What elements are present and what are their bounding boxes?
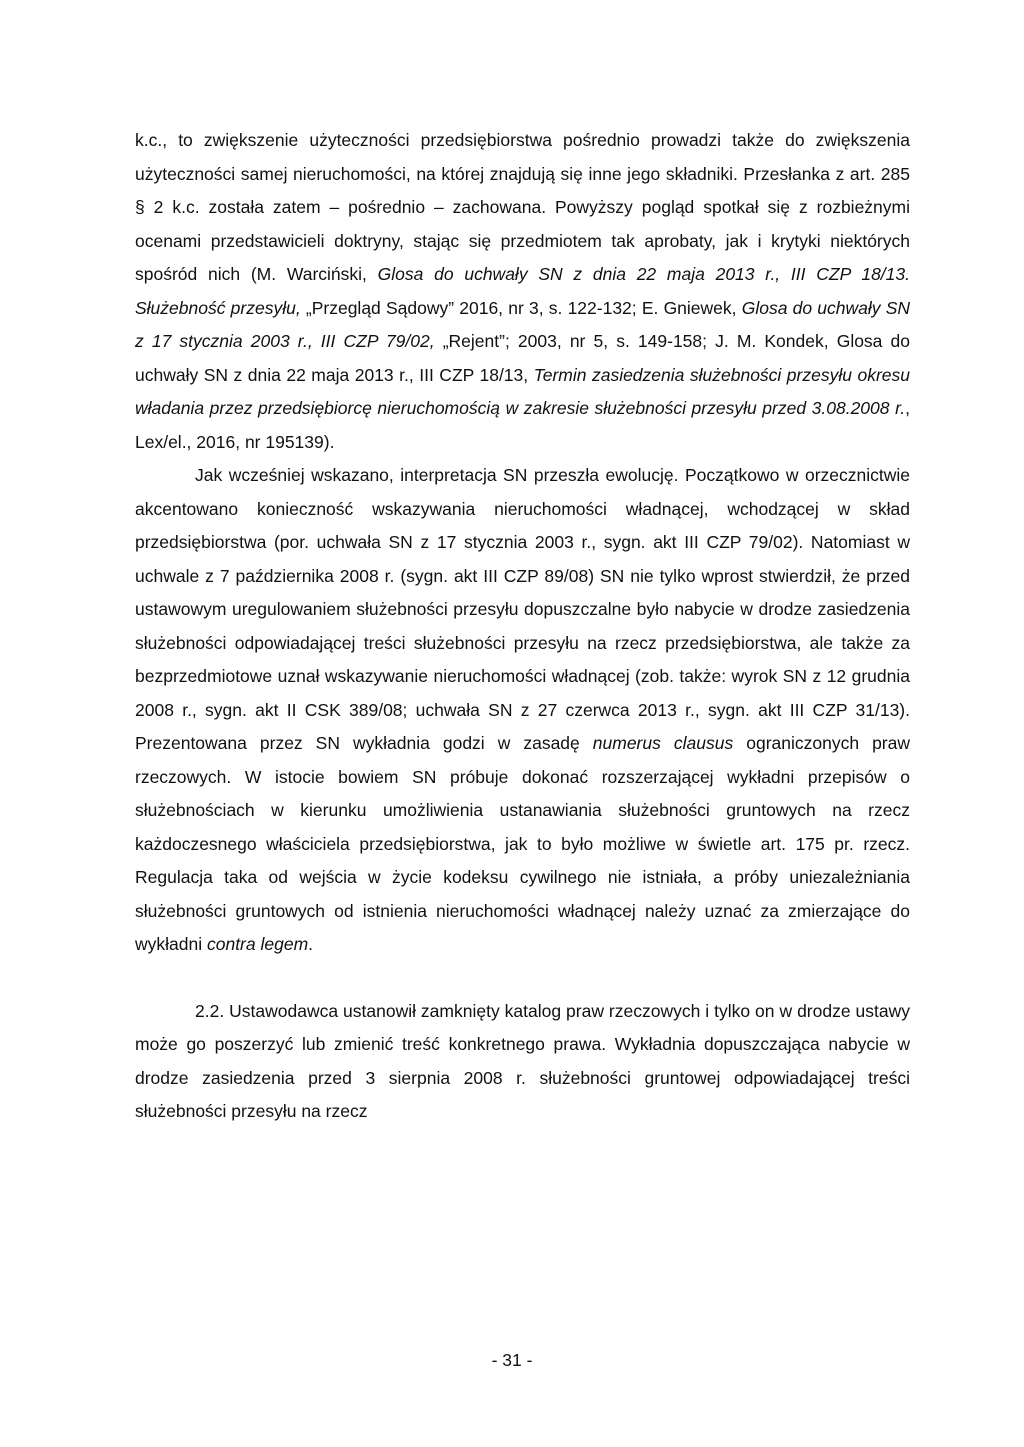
document-body <box>135 124 910 1129</box>
italic-text-run: Glosa do uchwały SN z dnia 22 maja 2013 r., III CZP 18/13. Służebność przesyłu, <box>135 264 910 318</box>
paragraph <box>135 459 910 962</box>
text-run: . <box>308 934 314 954</box>
page-number: - 31 - <box>491 1350 533 1370</box>
text-run: Jak wcześniej wskazano, interpretacja SN przeszła ewolucję. Początkowo w orzecznictwie akcentowano konieczność wskazywania nieruchomości władnącej, wchodzącej w skład przedsiębiorstwa (por. uchwała SN z 17 stycznia 2003 r., sygn. akt III CZP 79/02). Natomiast w uchwale z 7 października 2008 r. (sygn. akt III CZP 89/08) SN nie tylko wprost stwierdził, że przed ustawowym uregulowaniem służebności przesyłu dopuszczalne było nabycie w drodze zasiedzenia służebności odpowiadającej treści służebności przesyłu na rzecz przedsiębiorstwa, ale także za bezprzedmiotowe uznał wskazywanie nieruchomości władnącej (zob. także: wyrok SN z 12 grudnia 2008 r., sygn. akt II CSK 389/08; uchwała SN z 27 czerwca 2013 r., sygn. akt III CZP 31/13). Prezentowana przez SN wykładnia godzi w zasadę <box>135 465 910 753</box>
text-run: 2.2. Ustawodawca ustanowił zamknięty katalog praw rzeczowych i tylko on w drodze ustawy może go poszerzyć lub zmienić treść konkretnego prawa. Wykładnia dopuszczająca nabycie w drodze zasiedzenia przed 3 sierpnia 2008 r. służebności gruntowej odpowiadającej treści służebności przesyłu na rzecz <box>135 1000 910 1121</box>
paragraph <box>135 995 910 1129</box>
italic-text-run: Glosa do uchwały SN z 17 stycznia 2003 r., III CZP 79/02, <box>135 297 911 351</box>
italic-text-run: numerus clausus <box>592 733 734 753</box>
paragraph <box>135 124 910 459</box>
italic-text-run: Termin zasiedzenia służebności przesyłu okresu władania przez przedsiębiorcę nieruchomością w zakresie służebności przesyłu przed 3.08.2008 r. <box>135 364 910 418</box>
text-run: „Przegląd Sądowy” 2016, nr 3, s. 122-132; E. Gniewek, <box>300 297 742 318</box>
italic-text-run: contra legem <box>206 934 309 954</box>
text-run: „Rejent”; 2003, nr 5, s. 149-158; J. M. Kondek, Glosa do uchwały SN z dnia 22 maja 2013 r., III CZP 18/13, <box>135 331 910 385</box>
text-run: , Lex/el., 2016, nr 195139). <box>135 398 910 452</box>
text-run: k.c., to zwiększenie użyteczności przedsiębiorstwa pośrednio prowadzi także do zwiększenia użyteczności samej nieruchomości, na której znajdują się inne jego składniki. Przesłanka z art. 285 § 2 k.c. została zatem – pośrednio – zachowana. Powyższy pogląd spotkał się z rozbieżnymi ocenami przedstawicieli doktryny, stając się przedmiotem tak aprobaty, jak i krytyki niektórych spośród nich (M. Warciński, <box>135 130 910 284</box>
text-run: ograniczonych praw rzeczowych. W istocie bowiem SN próbuje dokonać rozszerzającej wykładni przepisów o służebnościach w kierunku umożliwienia ustanawiania służebności gruntowych na rzecz każdoczesnego właściciela przedsiębiorstwa, jak to było możliwe w świetle art. 175 pr. rzecz. Regulacja taka od wejścia w życie kodeksu cywilnego nie istniała, a próby uniezależniania służebności gruntowych od istnienia nieruchomości władnącej należy uznać za zmierzające do wykładni <box>135 733 911 954</box>
